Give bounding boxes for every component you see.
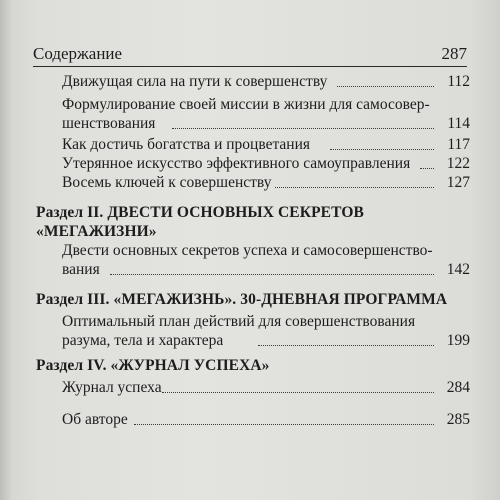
toc-entry [62, 173, 470, 192]
entry-text: Как достичь богатства и процветания [62, 136, 311, 153]
entry-page: 122 [446, 155, 470, 172]
entry-page: 127 [446, 174, 470, 191]
toc-entry [62, 95, 470, 133]
dot-leader [330, 149, 434, 150]
entry-text: Формулирование своей миссии в жизни для самосовер- [62, 96, 430, 113]
section-heading [36, 356, 270, 375]
toc-entry [62, 312, 470, 350]
toc-entry [62, 241, 470, 279]
toc-entry [62, 378, 470, 397]
entry-text: разума, тела и характера [62, 332, 224, 349]
section-heading [36, 203, 364, 241]
dot-leader [162, 392, 434, 393]
entry-text: Оптимальный план действий для совершенствования [62, 313, 416, 330]
section-title: Раздел IV. «ЖУРНАЛ УСПЕХА» [36, 357, 270, 374]
dot-leader [275, 187, 434, 188]
entry-text: Об авторе [62, 411, 128, 428]
entry-page: 199 [446, 332, 470, 349]
dot-leader [172, 128, 434, 129]
running-title: Содержание [33, 44, 123, 63]
section-title: Раздел III. «МЕГАЖИЗНЬ». 30-ДНЕВНАЯ ПРОГРАММА [36, 291, 448, 308]
toc-entry [62, 135, 470, 154]
entry-page: 285 [446, 411, 470, 428]
toc-entry [62, 154, 470, 173]
section-title: Раздел II. ДВЕСТИ ОСНОВНЫХ СЕКРЕТОВ [36, 204, 364, 221]
dot-leader [420, 168, 434, 169]
entry-page: 117 [447, 136, 470, 153]
dot-leader [134, 424, 434, 425]
entry-text: вания [62, 261, 100, 278]
section-heading [36, 290, 447, 309]
dot-leader [337, 86, 434, 87]
toc-entry-about [62, 410, 470, 429]
toc-entry [62, 72, 470, 91]
entry-text: Восемь ключей к совершенству [62, 174, 272, 191]
entry-text: Движущая сила на пути к совершенству [62, 73, 328, 90]
entry-page: 142 [446, 261, 470, 278]
dot-leader [258, 345, 434, 346]
page-number: 287 [441, 44, 467, 63]
entry-text: Двести основных секретов успеха и самосовершенство- [62, 242, 433, 259]
entry-page: 112 [447, 73, 470, 90]
entry-text: Журнал успеха [62, 379, 162, 396]
entry-page: 284 [446, 379, 470, 396]
entry-text: Утерянное искусство эффективного самоуправления [62, 155, 411, 172]
entry-page: 114 [447, 115, 470, 132]
section-title: «МЕГАЖИЗНИ» [36, 223, 157, 240]
dot-leader [110, 274, 434, 275]
entry-text: шенствования [62, 115, 156, 132]
